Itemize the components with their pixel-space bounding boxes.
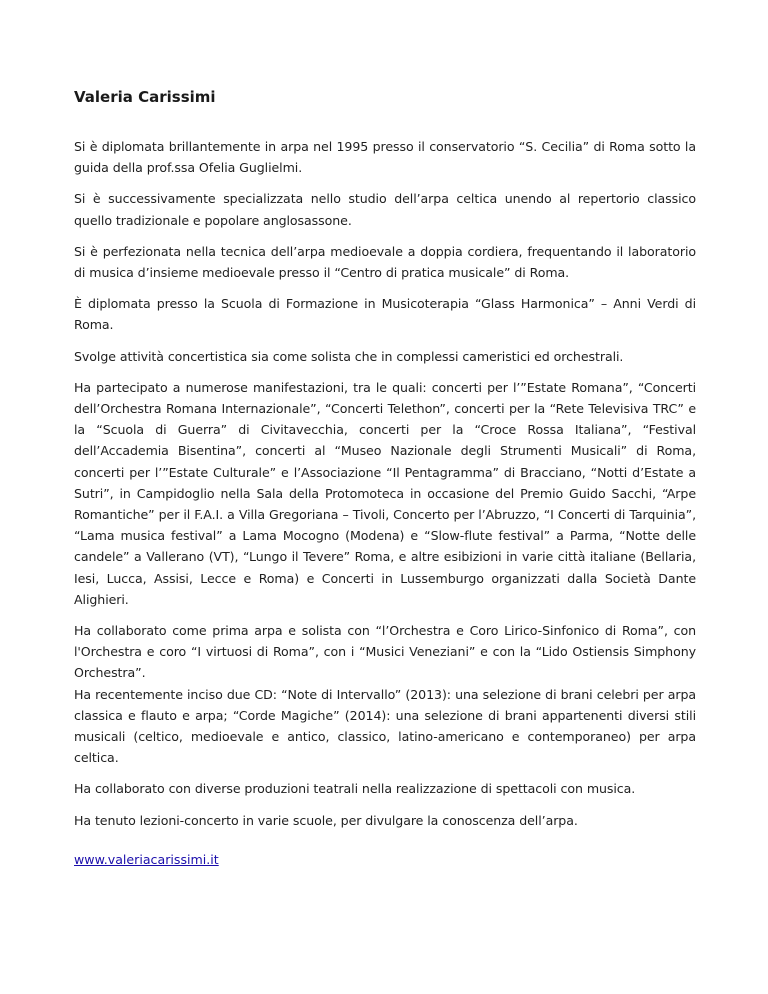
paragraph-collaborazioni-orchestre: Ha collaborato come prima arpa e solista con “l’Orchestra e Coro Lirico-Sinfonico di Roma”, con l'Orchestra e coro “I virtuosi di Roma”, con i “Musici Veneziani” e con la “Lido Ostiensis Simphony Orchestra”. [74, 623, 696, 681]
paragraph-manifestazioni: Ha partecipato a numerose manifestazioni, tra le quali: concerti per l’”Estate Romana”, “Concerti dell’Orchestra Romana Internazionale”, “Concerti Telethon”, concerti per la “Rete Televisiva TRC” e la “Scuola di Guerra” di Civitavecchia, concerti per la “Croce Rossa Italiana”, “Festival dell’Accademia Bisentina”, concerti al “Museo Nazionale degli Strumenti Musicali” di Roma, concerti per l’”Estate Culturale” e l’Associazione “Il Pentagramma” di Bracciano, “Notti d’Estate a Sutri”, in Campidoglio nella Sala della Protomoteca in occasione del Premio Guido Sacchi, “Arpe Romantiche” per il F.A.I. a Villa Gregoriana – Tivoli, Concerto per l’Abruzzo, “I Concerti di Tarquinia”, “Lama musica festival” a Lama Mocogno (Modena) e “Slow-flute festival” a Parma, “Notte delle candele” a Vallerano (VT), “Lungo il Tevere” Roma, e altre esibizioni in varie città italiane (Bellaria, Iesi, Lucca, Assisi, Lecce e Roma) e Concerti in Lussemburgo organizzati dalla Società Dante Alighieri. [74, 379, 696, 607]
paragraph-arpa-celtica: Si è successivamente specializzata nello studio dell’arpa celtica unendo al repertorio classico quello tradizionale e popolare anglosassone. [74, 191, 696, 228]
paragraph-diploma-arpa: Si è diplomata brillantemente in arpa nel 1995 presso il conservatorio “S. Cecilia” di Roma sotto la guida della prof.ssa Ofelia Guglielmi. [74, 139, 696, 176]
document-title: Valeria Carissimi [74, 88, 216, 106]
paragraph-musicoterapia: È diplomata presso la Scuola di Formazione in Musicoterapia “Glass Harmonica” – Anni Verdi di Roma. [74, 296, 696, 333]
paragraph-produzioni-teatrali: Ha collaborato con diverse produzioni teatrali nella realizzazione di spettacoli con musica. [74, 781, 636, 797]
website-link[interactable]: www.valeriacarissimi.it [74, 851, 219, 867]
paragraph-arpa-medioevale: Si è perfezionata nella tecnica dell’arpa medioevale a doppia cordiera, frequentando il laboratorio di musica d’insieme medioevale presso il “Centro di pratica musicale” di Roma. [74, 243, 696, 281]
document-page [74, 80, 696, 870]
paragraph-lezioni-concerto: Ha tenuto lezioni-concerto in varie scuole, per divulgare la conoscenza dell’arpa. [74, 812, 578, 828]
paragraph-attivita-concertistica: Svolge attività concertistica sia come solista che in complessi cameristici ed orchestrali. [74, 348, 624, 364]
paragraph-cd: Ha recentemente inciso due CD: “Note di Intervallo” (2013): una selezione di brani celebri per arpa classica e flauto e arpa; “Corde Magiche” (2014): una selezione di brani appartenenti diversi stili musicali (celtico, medioevale e antico, classico, latino-americano e contemporaneo) per arpa celtica. [74, 686, 696, 766]
